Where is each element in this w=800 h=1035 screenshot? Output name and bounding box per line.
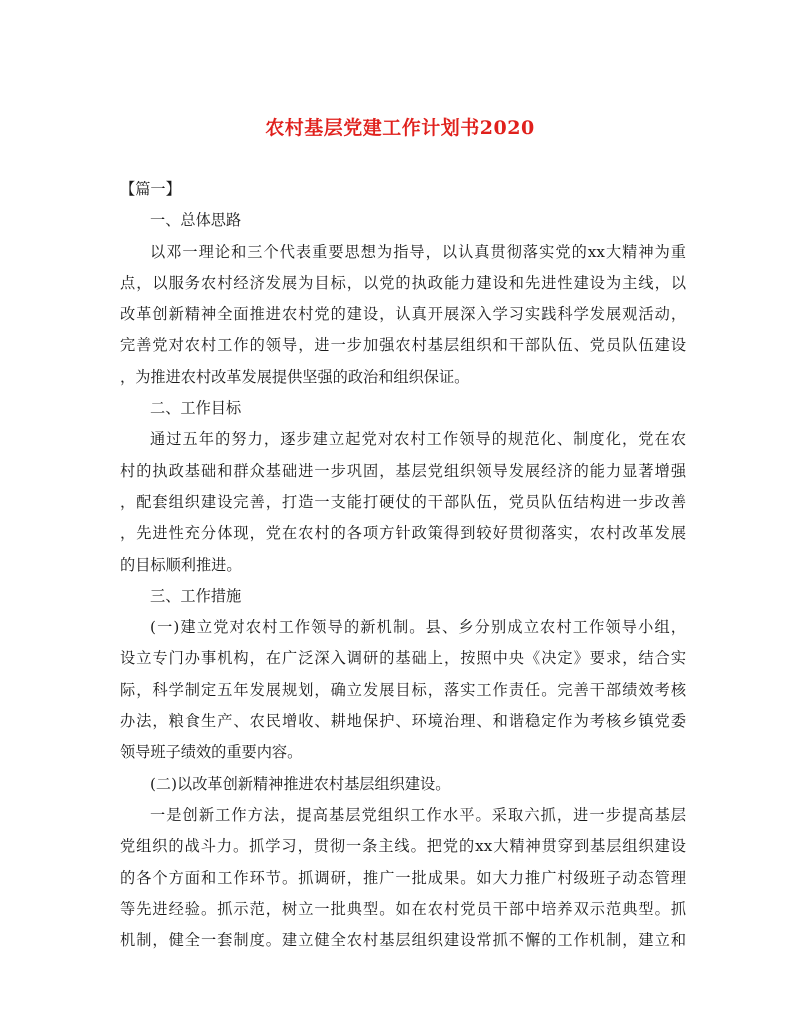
paragraph-line: 设立专门办事机构，在广泛深入调研的基础上，按照中央《决定》要求，结合实: [120, 649, 686, 668]
heading-overall-approach: 一、总体思路: [150, 211, 242, 230]
paragraph-line: (二)以改革创新精神推进农村基层组织建设。: [150, 774, 451, 793]
paragraph-line: 的各个方面和工作环节。抓调研，推广一批成果。如大力推广村级班子动态管理: [120, 868, 686, 887]
paragraph-line: ，先进性充分体现，党在农村的各项方针政策得到较好贯彻落实，农村改革发展: [120, 524, 686, 543]
paragraph-line: ，为推进农村改革发展提供坚强的政治和组织保证。: [120, 367, 470, 386]
paragraph-line: 党组织的战斗力。抓学习，贯彻一条主线。把党的xx大精神贯穿到基层组织建设: [120, 837, 686, 856]
paragraph-line: 际，科学制定五年发展规划，确立发展目标，落实工作责任。完善干部绩效考核: [120, 680, 686, 699]
paragraph-line: 以邓一理论和三个代表重要思想为指导，以认真贯彻落实党的xx大精神为重: [150, 242, 686, 261]
paragraph-line: 通过五年的努力，逐步建立起党对农村工作领导的规范化、制度化，党在农: [150, 430, 686, 449]
paragraph-line: 点，以服务农村经济发展为目标，以党的执政能力建设和先进性建设为主线，以: [120, 273, 686, 292]
paragraph-line: 完善党对农村工作的领导，进一步加强农村基层组织和干部队伍、党员队伍建设: [120, 336, 686, 355]
document-body: [120, 174, 686, 956]
paragraph-line: ，配套组织建设完善，打造一支能打硬仗的干部队伍，党员队伍结构进一步改善: [120, 492, 686, 511]
heading-work-goals: 二、工作目标: [150, 399, 242, 418]
document-title: 农村基层党建工作计划书2020: [265, 117, 535, 139]
paragraph-line: 办法，粮食生产、农民增收、耕地保护、环境治理、和谐稳定作为考核乡镇党委: [120, 712, 686, 731]
paragraph-line: 领导班子绩效的重要内容。: [120, 743, 303, 762]
paragraph-line: 改革创新精神全面推进农村党的建设，认真开展深入学习实践科学发展观活动，: [120, 305, 686, 324]
paragraph-line: 机制，健全一套制度。建立健全农村基层组织建设常抓不懈的工作机制，建立和: [120, 931, 686, 950]
paragraph-line: 一是创新工作方法，提高基层党组织工作水平。采取六抓，进一步提高基层: [150, 805, 686, 824]
paragraph-line: (一)建立党对农村工作领导的新机制。县、乡分别成立农村工作领导小组，: [150, 618, 686, 637]
paragraph-line: 村的执政基础和群众基础进一步巩固，基层党组织领导发展经济的能力显著增强: [120, 461, 686, 480]
paragraph-line: 的目标顺利推进。: [120, 555, 242, 574]
heading-work-measures: 三、工作措施: [150, 586, 242, 605]
section-label: 【篇一】: [120, 180, 181, 198]
paragraph-line: 等先进经验。抓示范，树立一批典型。如在农村党员干部中培养双示范典型。抓: [120, 899, 686, 918]
